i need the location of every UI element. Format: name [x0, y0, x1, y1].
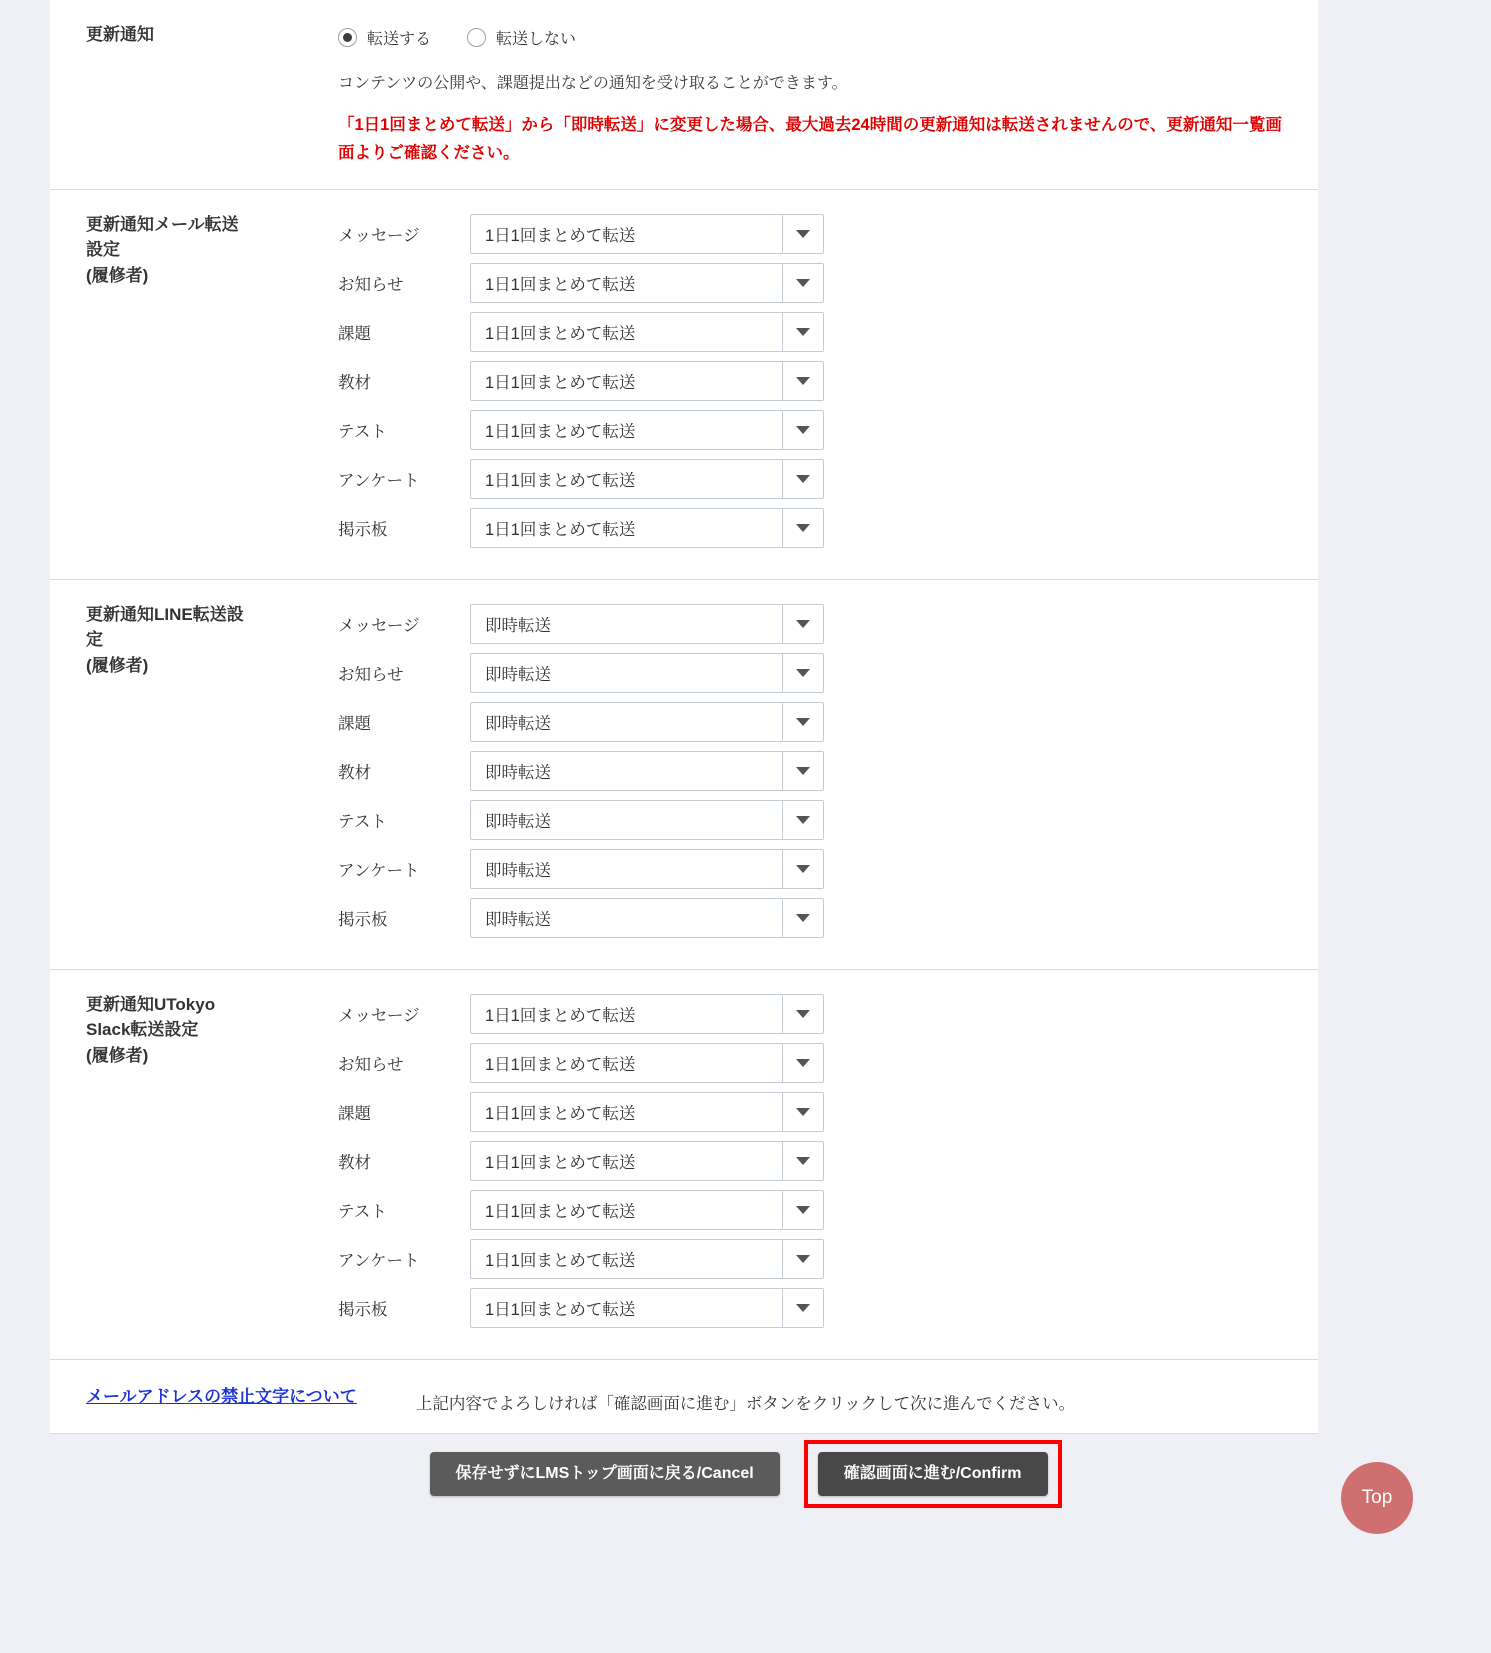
row-body-mail-forward-settings	[338, 190, 1318, 579]
chevron-down-icon[interactable]	[782, 509, 823, 547]
confirm-button[interactable]: 確認画面に進む/Confirm	[818, 1452, 1048, 1496]
select-label-test: テスト	[338, 812, 387, 831]
select-row-assignment	[338, 702, 1298, 742]
select-value-mail-survey: 1日1回まとめて転送	[485, 471, 636, 490]
select-line-test[interactable]	[470, 800, 824, 840]
select-label-message: メッセージ	[338, 616, 420, 635]
select-label-survey: アンケート	[338, 861, 420, 880]
label-line-2: 定	[86, 630, 103, 650]
cancel-button[interactable]: 保存せずにLMSトップ画面に戻る/Cancel	[430, 1452, 780, 1496]
select-row-message	[338, 994, 1298, 1034]
select-value-line-material: 即時転送	[485, 763, 551, 782]
select-row-test	[338, 1190, 1298, 1230]
chevron-down-icon[interactable]	[782, 752, 823, 790]
select-slack-assignment[interactable]	[470, 1092, 824, 1132]
select-line-board[interactable]	[470, 898, 824, 938]
row-body-line-forward-settings	[338, 580, 1318, 969]
row-slack-forward-settings	[50, 969, 1318, 1359]
select-label-message: メッセージ	[338, 226, 420, 245]
select-line-survey[interactable]	[470, 849, 824, 889]
select-row-message	[338, 604, 1298, 644]
label-line-3: (履修者)	[86, 1045, 149, 1065]
row-body-slack-forward-settings	[338, 970, 1318, 1359]
chevron-down-icon[interactable]	[782, 1044, 823, 1082]
chevron-down-icon[interactable]	[782, 1191, 823, 1229]
select-mail-material[interactable]	[470, 361, 824, 401]
select-value-mail-material: 1日1回まとめて転送	[485, 373, 636, 392]
chevron-down-icon[interactable]	[782, 654, 823, 692]
select-row-material	[338, 1141, 1298, 1181]
row-line-forward-settings	[50, 579, 1318, 969]
chevron-down-icon[interactable]	[782, 1142, 823, 1180]
select-label-survey: アンケート	[338, 1251, 420, 1270]
select-label-assignment: 課題	[338, 714, 371, 733]
label-line-1: 更新通知UTokyo	[86, 994, 216, 1014]
select-row-board	[338, 508, 1298, 548]
select-label-news: お知らせ	[338, 1055, 404, 1074]
select-row-board	[338, 898, 1298, 938]
select-row-survey	[338, 1239, 1298, 1279]
select-value-line-news: 即時転送	[485, 665, 551, 684]
radio-icon-forward-on[interactable]	[338, 28, 357, 47]
select-value-slack-survey: 1日1回まとめて転送	[485, 1251, 636, 1270]
label-line-1: 更新通知メール転送	[86, 214, 239, 234]
label-line-2: Slack転送設定	[86, 1020, 199, 1040]
select-row-material	[338, 361, 1298, 401]
select-value-slack-test: 1日1回まとめて転送	[485, 1202, 636, 1221]
row-label-line-forward-settings	[50, 580, 338, 969]
slack-forward-select-grid	[338, 988, 1298, 1328]
select-row-survey	[338, 459, 1298, 499]
select-row-assignment	[338, 312, 1298, 352]
update-notification-description: コンテンツの公開や、課題提出などの通知を受け取ることができます。	[338, 75, 848, 92]
confirm-button-highlight	[804, 1440, 1062, 1508]
forbidden-characters-link[interactable]: メールアドレスの禁止文字について	[86, 1386, 357, 1406]
select-mail-news[interactable]	[470, 263, 824, 303]
chevron-down-icon[interactable]	[782, 850, 823, 888]
scroll-to-top-label: Top	[1361, 1487, 1393, 1508]
select-value-mail-news: 1日1回まとめて転送	[485, 275, 636, 294]
select-row-news	[338, 1043, 1298, 1083]
select-mail-assignment[interactable]	[470, 312, 824, 352]
update-notification-warning: 「1日1回まとめて転送」から「即時転送」に変更した場合、最大過去24時間の更新通知は転送されませんので、更新通知一覧画面よりご確認ください。	[338, 115, 1282, 162]
select-label-message: メッセージ	[338, 1006, 420, 1025]
row-update-notification	[50, 0, 1318, 189]
select-value-slack-assignment: 1日1回まとめて転送	[485, 1104, 636, 1123]
row-body-update-notification	[338, 0, 1318, 189]
row-label-slack-forward-settings	[50, 970, 338, 1359]
select-label-assignment: 課題	[338, 324, 371, 343]
mail-forward-select-grid	[338, 208, 1298, 548]
select-label-material: 教材	[338, 1153, 371, 1172]
select-label-news: お知らせ	[338, 665, 404, 684]
select-row-message	[338, 214, 1298, 254]
line-forward-select-grid	[338, 598, 1298, 938]
chevron-down-icon[interactable]	[782, 801, 823, 839]
row-label-mail-forward-settings	[50, 190, 338, 579]
select-label-board: 掲示板	[338, 910, 388, 929]
select-value-slack-material: 1日1回まとめて転送	[485, 1153, 636, 1172]
select-line-message[interactable]	[470, 604, 824, 644]
select-label-survey: アンケート	[338, 471, 420, 490]
select-line-assignment[interactable]	[470, 702, 824, 742]
radio-label-forward-off: 転送しない	[496, 31, 577, 48]
notification-settings-panel	[50, 0, 1318, 1434]
forward-radio-group	[338, 26, 1298, 49]
select-value-mail-test: 1日1回まとめて転送	[485, 422, 636, 441]
select-label-test: テスト	[338, 422, 387, 441]
select-row-test	[338, 800, 1298, 840]
select-label-board: 掲示板	[338, 520, 388, 539]
select-label-assignment: 課題	[338, 1104, 371, 1123]
label-line-2: 設定	[86, 240, 120, 260]
select-label-material: 教材	[338, 763, 371, 782]
label-line-1: 更新通知LINE転送設	[86, 604, 244, 624]
select-slack-board[interactable]	[470, 1288, 824, 1328]
select-value-slack-board: 1日1回まとめて転送	[485, 1300, 636, 1319]
select-line-material[interactable]	[470, 751, 824, 791]
radio-option-forward-off[interactable]	[467, 26, 576, 49]
select-row-survey	[338, 849, 1298, 889]
select-value-mail-board: 1日1回まとめて転送	[485, 520, 636, 539]
chevron-down-icon[interactable]	[782, 703, 823, 741]
chevron-down-icon[interactable]	[782, 899, 823, 937]
select-slack-material[interactable]	[470, 1141, 824, 1181]
select-label-board: 掲示板	[338, 1300, 388, 1319]
select-row-material	[338, 751, 1298, 791]
select-row-news	[338, 263, 1298, 303]
select-mail-survey[interactable]	[470, 459, 824, 499]
scroll-to-top-button[interactable]	[1341, 1462, 1413, 1534]
chevron-down-icon[interactable]	[782, 264, 823, 302]
select-value-line-board: 即時転送	[485, 910, 551, 929]
select-slack-message[interactable]	[470, 994, 824, 1034]
select-value-line-assignment: 即時転送	[485, 714, 551, 733]
select-line-news[interactable]	[470, 653, 824, 693]
form-footer	[0, 1390, 1491, 1508]
select-label-news: お知らせ	[338, 275, 404, 294]
select-value-mail-message: 1日1回まとめて転送	[485, 226, 636, 245]
chevron-down-icon[interactable]	[782, 605, 823, 643]
select-slack-news[interactable]	[470, 1043, 824, 1083]
select-value-slack-news: 1日1回まとめて転送	[485, 1055, 636, 1074]
row-mail-forward-settings	[50, 189, 1318, 579]
select-row-assignment	[338, 1092, 1298, 1132]
chevron-down-icon[interactable]	[782, 215, 823, 253]
chevron-down-icon[interactable]	[782, 1093, 823, 1131]
footer-note: 上記内容でよろしければ「確認画面に進む」ボタンをクリックして次に進んでください。	[415, 1395, 1076, 1413]
select-mail-test[interactable]	[470, 410, 824, 450]
select-value-slack-message: 1日1回まとめて転送	[485, 1006, 636, 1025]
select-slack-test[interactable]	[470, 1190, 824, 1230]
select-mail-board[interactable]	[470, 508, 824, 548]
radio-icon-forward-off[interactable]	[467, 28, 486, 47]
chevron-down-icon[interactable]	[782, 1289, 823, 1327]
chevron-down-icon[interactable]	[782, 1240, 823, 1278]
select-row-test	[338, 410, 1298, 450]
select-value-line-message: 即時転送	[485, 616, 551, 635]
chevron-down-icon[interactable]	[782, 313, 823, 351]
chevron-down-icon[interactable]	[782, 362, 823, 400]
select-value-line-survey: 即時転送	[485, 861, 551, 880]
select-row-news	[338, 653, 1298, 693]
footer-buttons	[0, 1440, 1491, 1508]
select-row-board	[338, 1288, 1298, 1328]
select-label-test: テスト	[338, 1202, 387, 1221]
select-label-material: 教材	[338, 373, 371, 392]
select-slack-survey[interactable]	[470, 1239, 824, 1279]
label-line-3: (履修者)	[86, 655, 149, 675]
label-line-3: (履修者)	[86, 265, 149, 285]
select-mail-message[interactable]	[470, 214, 824, 254]
select-value-mail-assignment: 1日1回まとめて転送	[485, 324, 636, 343]
chevron-down-icon[interactable]	[782, 460, 823, 498]
chevron-down-icon[interactable]	[782, 995, 823, 1033]
row-label-update-notification: 更新通知	[86, 25, 154, 44]
radio-label-forward-on: 転送する	[367, 31, 432, 48]
select-value-line-test: 即時転送	[485, 812, 551, 831]
radio-option-forward-on[interactable]	[338, 26, 431, 49]
chevron-down-icon[interactable]	[782, 411, 823, 449]
